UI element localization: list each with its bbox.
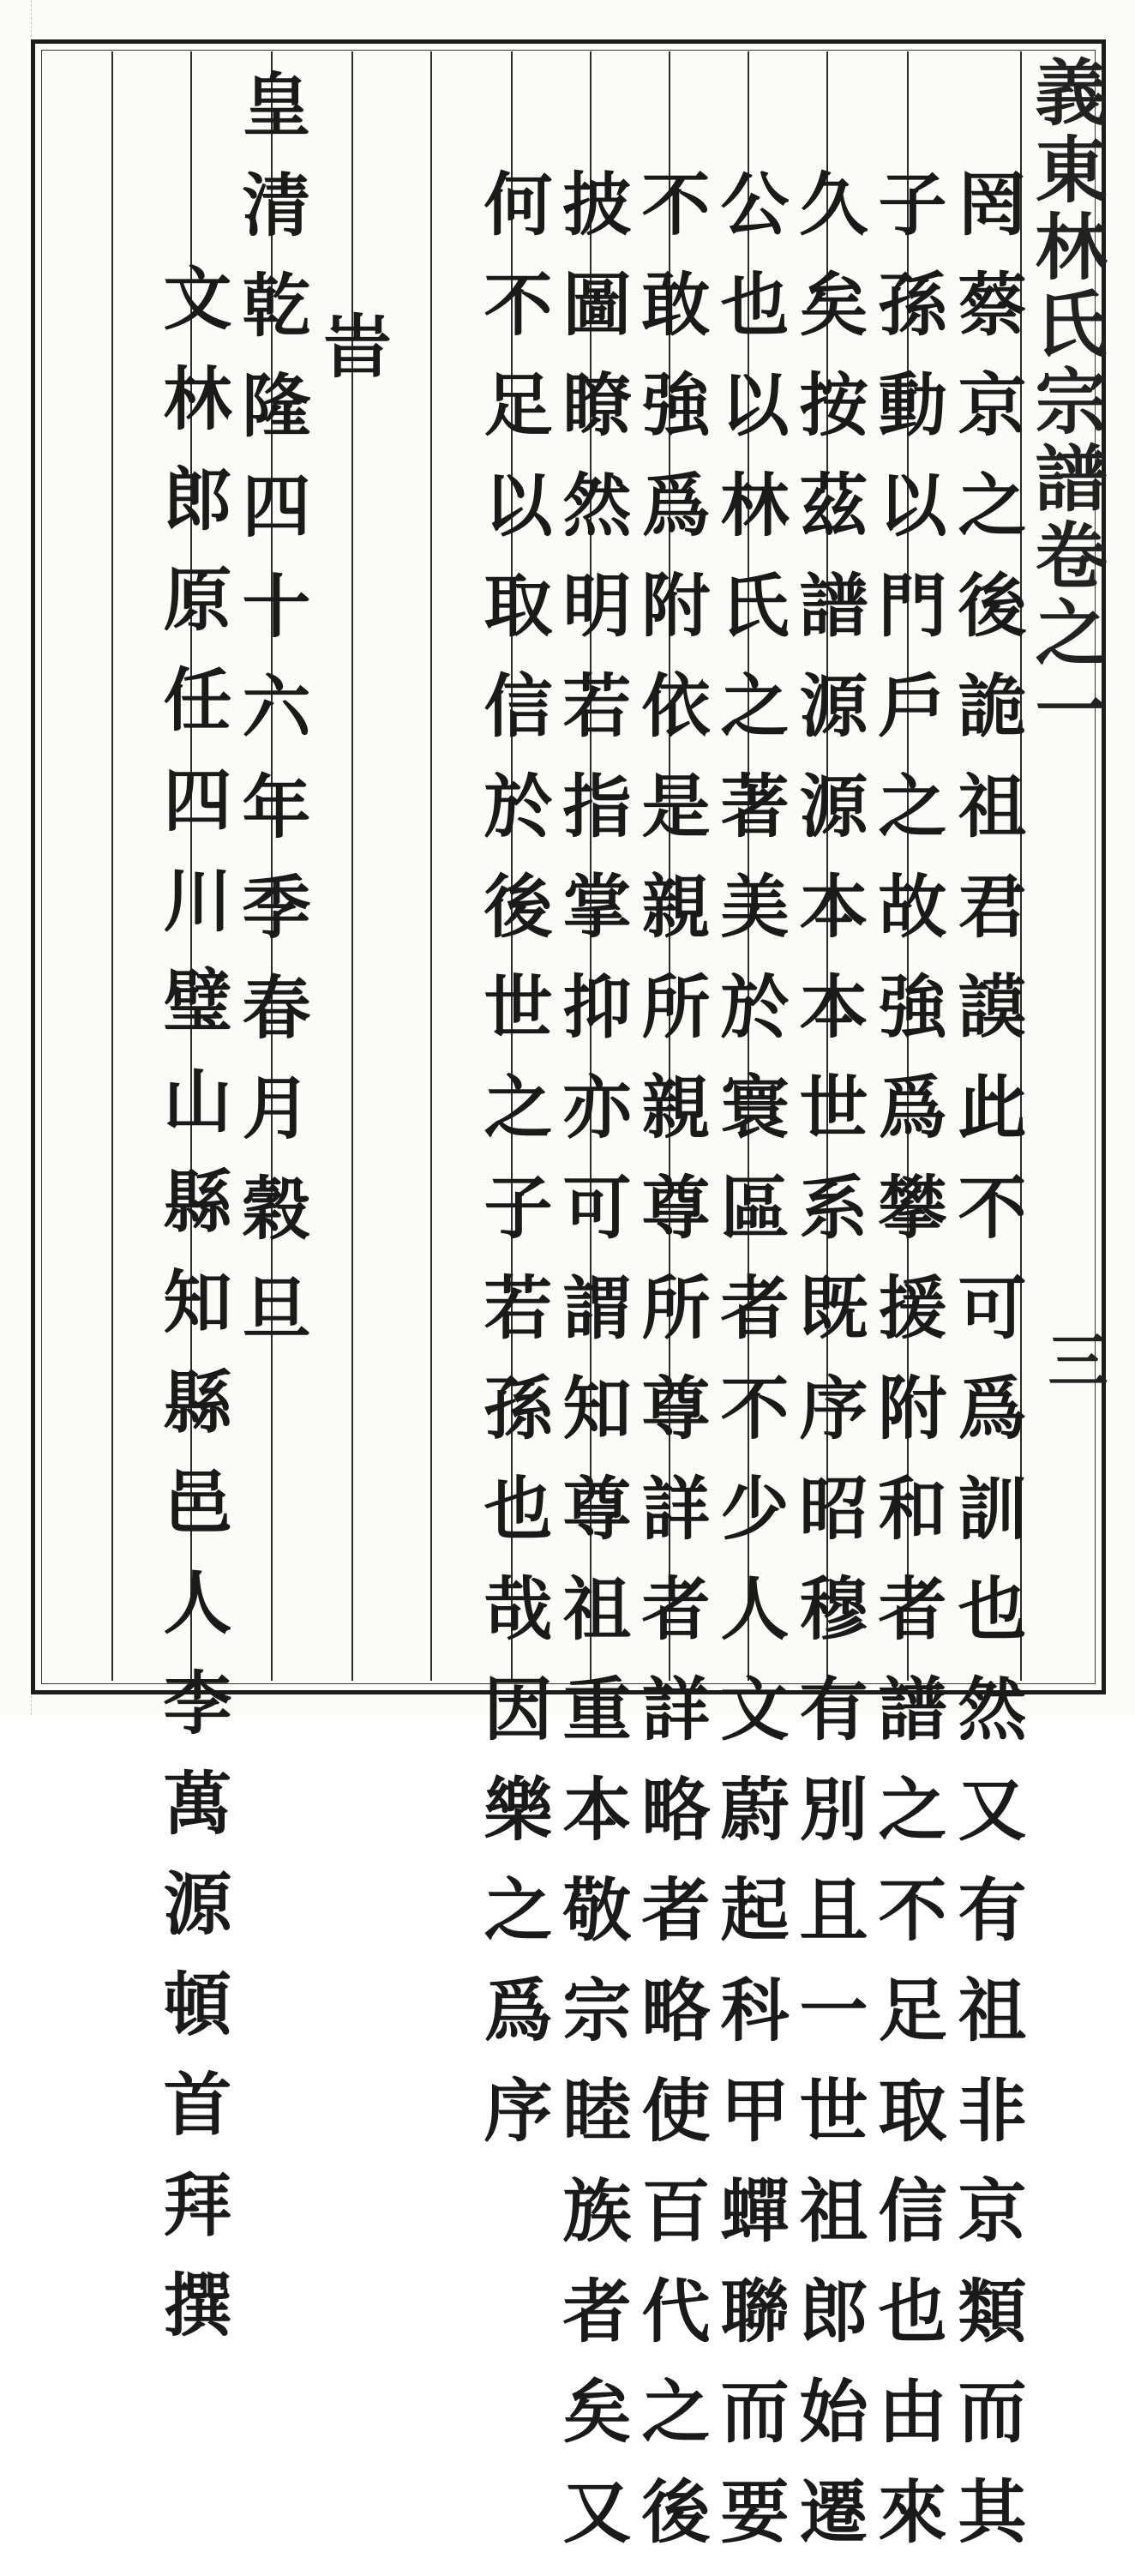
text-column-3: 久矣按茲譜源源本本世系既序昭穆有別且一世祖郎始遷 [788, 168, 868, 2576]
margin-page-number: 三 [1038, 1329, 1109, 1389]
text-column-author: 文林郎原任四川璧山縣知縣邑人李萬源頓首拜撰 [152, 262, 232, 2369]
column-rule [111, 51, 113, 1681]
column-rule [430, 51, 432, 1681]
text-column-4: 公也以林氏之著美於寰區者不少人文蔚起科甲蟬聯而要 [709, 168, 790, 2576]
text-column-1: 罔蔡京之後詭祖君謨此不可爲訓也然又有祖非京類而其 [946, 168, 1027, 2576]
column-rule [351, 51, 353, 1681]
text-column-6: 披圖瞭然明若指掌抑亦可謂知尊祖重本敬宗睦族者矣又 [551, 168, 632, 2576]
text-column-date-prefix: 旹 [311, 310, 392, 411]
page-gutter [0, 0, 32, 1715]
text-column-2: 子孫動以門戶之故強爲攀援附和者譜之不足取信也由來 [867, 168, 947, 2576]
text-column-5: 不敢強爲附依是親所親尊所尊詳者詳略者略使百代之後 [630, 168, 711, 2576]
text-column-date: 皇清乾隆四十六年季春月穀旦 [231, 69, 311, 1373]
margin-title: 義東林氏宗譜卷之一 [1024, 55, 1108, 749]
text-column-7: 何不足以取信於後世之子若孫也哉因樂之爲序 [472, 168, 553, 2175]
